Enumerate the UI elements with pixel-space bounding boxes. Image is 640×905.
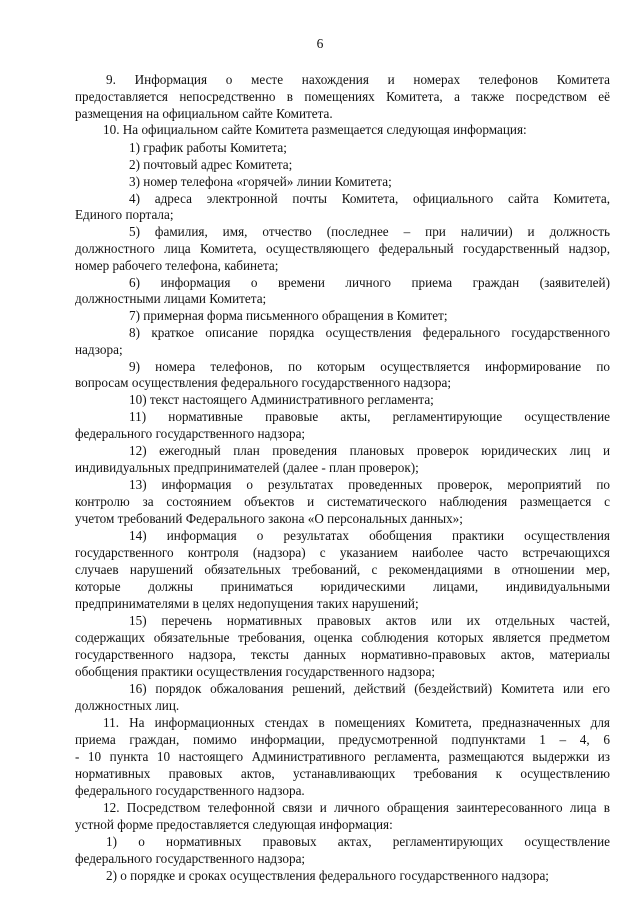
text-line: должностных лиц. bbox=[75, 698, 180, 713]
text-line: 2) о порядке и сроках осуществления федерального государственного надзора; bbox=[106, 868, 549, 883]
text-line: должностными лицами Комитета; bbox=[75, 291, 267, 306]
text-line: учетом требований Федерального закона «О персональных данных»; bbox=[75, 511, 463, 526]
text-line: 12. Посредством телефонной связи и личного обращения заинтересованного лица в bbox=[103, 800, 610, 815]
text-line: содержащих обязательные требования, оценка соблюдения которых является предметом bbox=[75, 630, 610, 645]
text-line: размещения на официальном сайте Комитета. bbox=[75, 106, 333, 121]
text-line: надзора; bbox=[75, 342, 123, 357]
text-line: федерального государственного надзора. bbox=[75, 783, 305, 798]
text-line: 11) нормативные правовые акты, регламентирующие осуществление bbox=[129, 409, 610, 424]
text-line: 5) фамилия, имя, отчество (последнее – при наличии) и должность bbox=[129, 224, 610, 239]
text-line: 1) о нормативных правовых актах, регламентирующих осуществление bbox=[106, 834, 610, 849]
text-line: государственного контроля (надзора) с указанием наиболее часто встречающихся bbox=[75, 545, 610, 560]
text-line: федерального государственного надзора; bbox=[75, 851, 306, 866]
text-line: 15) перечень нормативных правовых актов или их отдельных частей, bbox=[129, 613, 610, 628]
text-line: - 10 пункта 10 настоящего Административного регламента, размещаются выдержки из bbox=[75, 749, 610, 764]
text-line: 12) ежегодный план проведения плановых проверок юридических лиц и bbox=[129, 443, 610, 458]
text-line: приема граждан, помимо информации, предусмотренной подпунктами 1 – 4, 6 bbox=[75, 732, 610, 747]
text-line: 16) порядок обжалования решений, действий (бездействий) Комитета или его bbox=[129, 681, 610, 696]
text-line: номер рабочего телефона, кабинета; bbox=[75, 258, 279, 273]
text-line: 10. На официальном сайте Комитета размещается следующая информация: bbox=[103, 122, 527, 137]
text-line: 10) текст настоящего Административного регламента; bbox=[129, 392, 434, 407]
text-line: 9) номера телефонов, по которым осуществляется информирование по bbox=[129, 359, 610, 374]
text-line: 7) примерная форма письменного обращения в Комитет; bbox=[129, 308, 448, 323]
text-line: обобщения практики осуществления государственного надзора; bbox=[75, 664, 436, 679]
text-line: 6) информация о времени личного приема граждан (заявителей) bbox=[129, 275, 610, 290]
text-line: предоставляется непосредственно в помещениях Комитета, а также посредством её bbox=[75, 89, 610, 104]
text-line: федерального государственного надзора; bbox=[75, 426, 306, 441]
text-line: 4) адреса электронной почты Комитета, официального сайта Комитета, bbox=[129, 191, 610, 206]
text-line: которые должны приниматься юридическими лицами, индивидуальными bbox=[75, 579, 610, 594]
text-line: 1) график работы Комитета; bbox=[129, 140, 287, 155]
text-line: 9. Информация о месте нахождения и номерах телефонов Комитета bbox=[106, 72, 610, 87]
text-line: нормативных правовых актов, устанавливающих требования к осуществлению bbox=[75, 766, 610, 781]
text-line: 11. На информационных стендах в помещениях Комитета, предназначенных для bbox=[103, 715, 610, 730]
text-line: предпринимателями в целях недопущения таких нарушений; bbox=[75, 596, 419, 611]
page-number: 6 bbox=[316, 36, 324, 51]
text-line: 8) краткое описание порядка осуществления федерального государственного bbox=[129, 325, 610, 340]
text-line: вопросам осуществления федерального государственного надзора; bbox=[75, 375, 452, 390]
text-line: 2) почтовый адрес Комитета; bbox=[129, 157, 293, 172]
text-line: 3) номер телефона «горячей» линии Комитета; bbox=[129, 174, 392, 189]
text-line: государственного надзора, тексты данных нормативно-правовых актов, материалы bbox=[75, 647, 610, 662]
text-line: контролю за состоянием объектов и систематического наблюдения размещается с bbox=[75, 494, 610, 509]
text-line: 14) информация о результатах обобщения практики осуществления bbox=[129, 528, 610, 543]
text-line: индивидуальных предпринимателей (далее - план проверок); bbox=[75, 460, 419, 475]
text-line: случаев нарушений обязательных требований, с рекомендациями в отношении мер, bbox=[75, 562, 610, 577]
text-line: 13) информация о результатах проведенных проверок, мероприятий по bbox=[129, 477, 610, 492]
text-line: Единого портала; bbox=[75, 207, 174, 222]
text-line: должностного лица Комитета, осуществляющего федеральный государственный надзор, bbox=[75, 241, 610, 256]
text-line: устной форме предоставляется следующая информация: bbox=[75, 817, 393, 832]
